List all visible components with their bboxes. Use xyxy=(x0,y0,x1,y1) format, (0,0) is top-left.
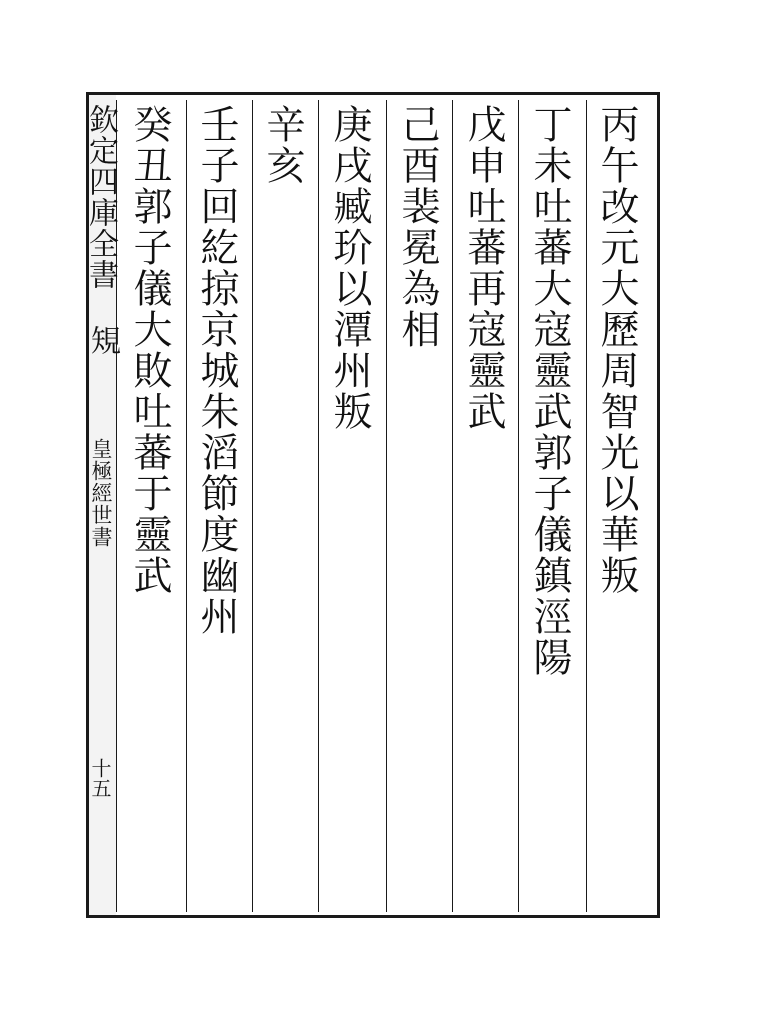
column-divider xyxy=(186,100,187,912)
column-divider xyxy=(452,100,453,912)
text-column-6: 辛亥 xyxy=(260,104,305,186)
text-column-2: 丁未吐蕃大寇靈武郭子儀鎮涇陽 xyxy=(527,104,572,678)
column-divider xyxy=(318,100,319,912)
text-column-5: 庚戌臧玠以潭州叛 xyxy=(327,104,372,432)
text-column-1: 丙午改元大歷周智光以華叛 xyxy=(594,104,639,596)
text-column-7: 壬子回紇掠京城朱滔節度幽州 xyxy=(194,104,239,637)
text-column-3: 戊申吐蕃再寇靈武 xyxy=(461,104,506,432)
text-column-4: 己酉裴冕為相 xyxy=(395,104,440,350)
column-divider xyxy=(386,100,387,912)
text-column-8: 癸丑郭子儀大敗吐蕃于靈武 xyxy=(127,104,172,596)
book-title: 欽定四庫全書 xyxy=(83,104,118,290)
section-mark: 䂓 xyxy=(85,325,120,356)
page-number: 十五 xyxy=(88,758,112,798)
column-divider xyxy=(252,100,253,912)
column-divider xyxy=(518,100,519,912)
sub-title: 皇極經世書 xyxy=(89,438,113,548)
column-divider xyxy=(586,100,587,912)
